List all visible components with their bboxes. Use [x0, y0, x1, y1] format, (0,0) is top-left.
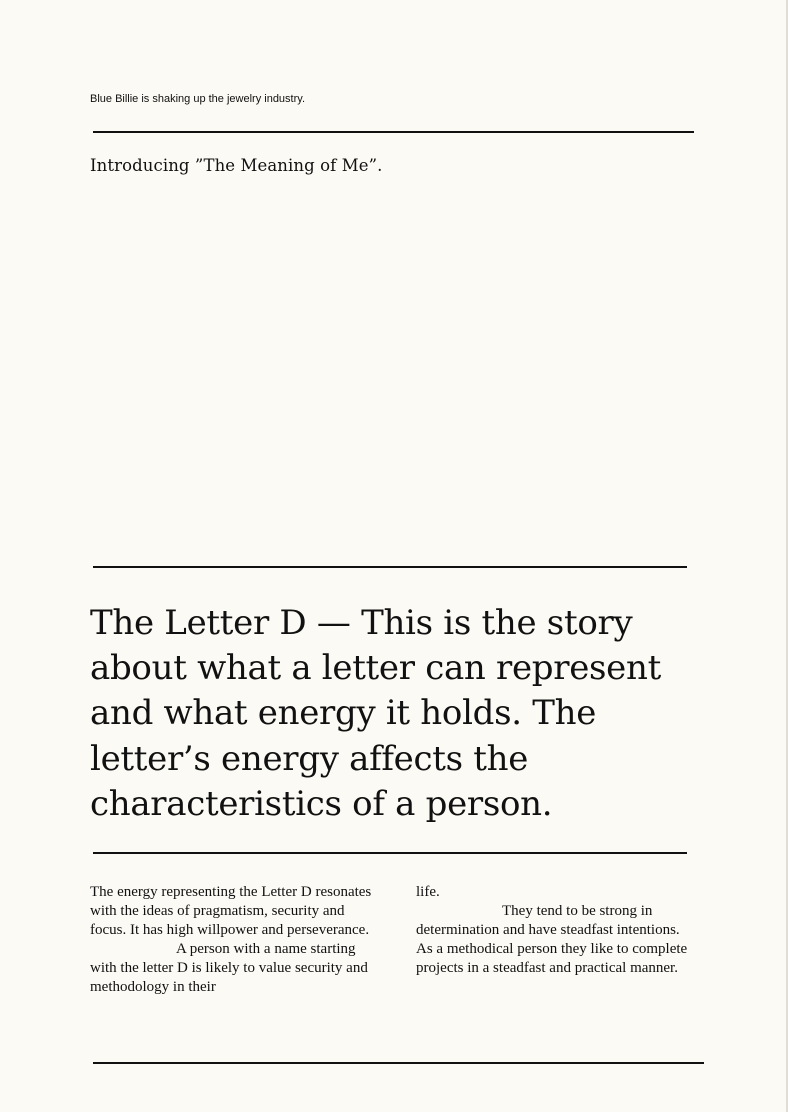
body-paragraph: A person with a name starting with the letter D is likely to value security and methodology in their	[90, 941, 368, 995]
divider-bottom	[93, 1062, 704, 1064]
body-paragraph: life.	[416, 884, 440, 900]
header-tagline: Blue Billie is shaking up the jewelry industry.	[90, 93, 306, 105]
divider-above-headline	[93, 566, 687, 568]
body-column-left	[90, 883, 382, 1015]
body-paragraph: The energy representing the Letter D resonates with the ideas of pragmatism, security and focus. It has high willpower and perseverance.	[90, 884, 372, 938]
headline: The Letter D — This is the story about what a letter can represent and what energy it holds. The letter’s energy affects the characteristics of a person.	[90, 603, 661, 824]
divider-top	[93, 131, 694, 133]
intro-text: Introducing ”The Meaning of Me”.	[90, 156, 383, 175]
divider-below-headline	[93, 852, 687, 854]
body-column-right	[416, 883, 694, 978]
body-paragraph: They tend to be strong in determination and have steadfast intentions. As a methodical person they like to complete projects in a steadfast and practical manner.	[416, 903, 688, 976]
